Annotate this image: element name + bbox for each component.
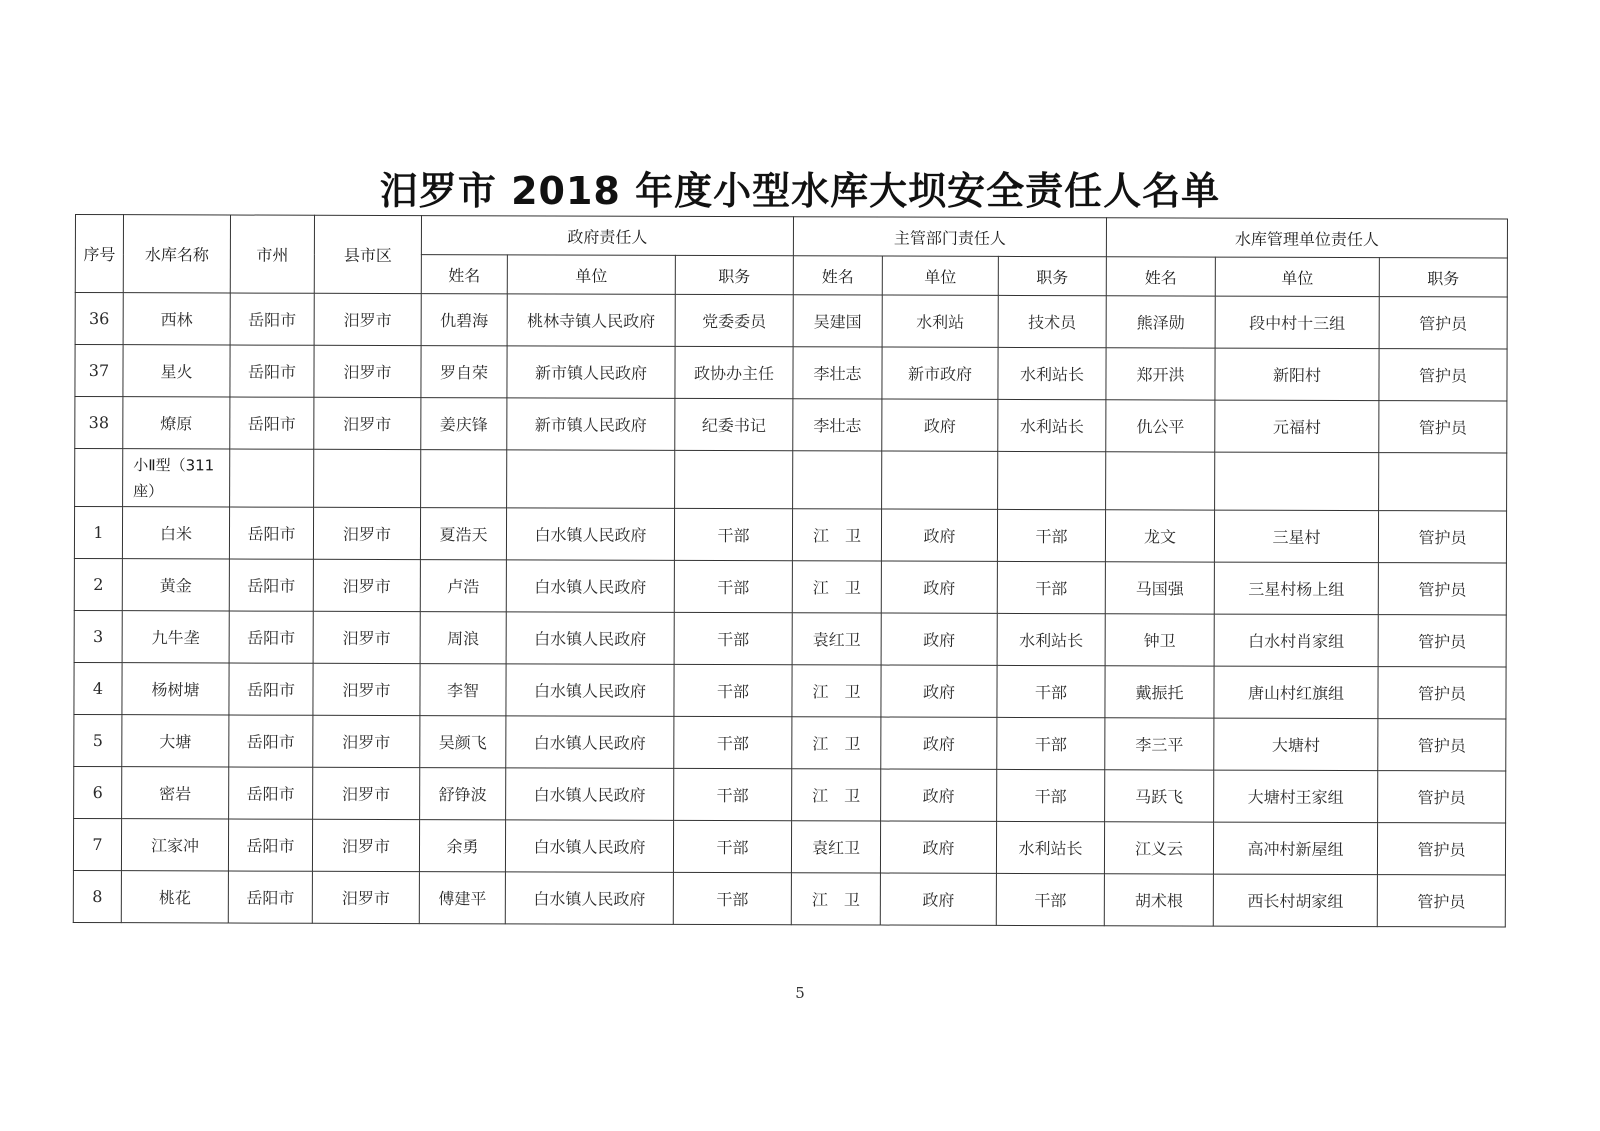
cell-gov-position: 干部 — [674, 508, 792, 560]
cell-gov-unit: 新市镇人民政府 — [507, 346, 675, 399]
cell-county: 汨罗市 — [314, 293, 421, 345]
cell-gov-position: 干部 — [674, 560, 792, 612]
group-empty-cell — [882, 451, 998, 509]
cell-mgmt-position: 管护员 — [1378, 667, 1506, 719]
cell-dept-unit: 政府 — [881, 665, 997, 717]
header-reservoir: 水库名称 — [123, 215, 230, 293]
cell-seq: 3 — [74, 610, 122, 662]
group-empty-cell — [75, 449, 123, 507]
table-row — [74, 766, 1506, 822]
cell-dept-unit: 政府 — [880, 873, 996, 925]
table-row — [75, 293, 1507, 349]
header-mgmt-position: 职务 — [1379, 258, 1507, 297]
cell-dept-unit: 政府 — [881, 561, 997, 613]
cell-city: 岳阳市 — [228, 871, 312, 923]
cell-dept-name: 江 卫 — [792, 717, 881, 769]
group-empty-cell — [675, 450, 793, 508]
cell-mgmt-unit: 三星村 — [1214, 510, 1378, 563]
cell-county: 汨罗市 — [313, 507, 420, 559]
cell-gov-name: 仇碧海 — [421, 294, 507, 346]
cell-dept-position: 干部 — [996, 873, 1104, 925]
group-empty-cell — [230, 449, 314, 507]
cell-dept-position: 干部 — [997, 561, 1105, 613]
cell-gov-position: 干部 — [673, 872, 791, 924]
cell-county: 汨罗市 — [312, 819, 419, 871]
cell-dept-name: 江 卫 — [792, 509, 881, 561]
cell-dept-unit: 政府 — [882, 399, 998, 451]
cell-dept-position: 干部 — [997, 717, 1105, 769]
cell-reservoir: 九牛垄 — [122, 611, 229, 663]
cell-gov-name: 舒铮波 — [420, 768, 506, 820]
cell-dept-unit: 新市政府 — [882, 347, 998, 399]
table-row — [74, 610, 1506, 666]
cell-mgmt-unit: 段中村十三组 — [1215, 296, 1379, 349]
cell-mgmt-unit: 新阳村 — [1215, 348, 1379, 401]
cell-dept-name: 江 卫 — [792, 561, 881, 613]
cell-dept-unit: 政府 — [881, 613, 997, 665]
header-city: 市州 — [230, 215, 314, 293]
cell-seq: 38 — [75, 397, 123, 449]
cell-seq: 2 — [74, 558, 122, 610]
header-mgmt-group: 水库管理单位责任人 — [1106, 218, 1507, 258]
cell-dept-name: 袁红卫 — [791, 821, 880, 873]
cell-gov-name: 姜庆锋 — [421, 398, 507, 450]
cell-city: 岳阳市 — [229, 559, 313, 611]
table-row — [75, 345, 1507, 401]
cell-county: 汨罗市 — [313, 767, 420, 819]
cell-city: 岳阳市 — [229, 767, 313, 819]
cell-dept-name: 江 卫 — [792, 769, 881, 821]
header-mgmt-name: 姓名 — [1106, 257, 1215, 296]
cell-dept-name: 袁红卫 — [792, 613, 881, 665]
cell-gov-name: 余勇 — [419, 820, 505, 872]
cell-mgmt-name: 龙文 — [1105, 510, 1214, 562]
cell-dept-name: 吴建国 — [793, 295, 882, 347]
header-dept-position: 职务 — [998, 256, 1106, 295]
cell-dept-position: 干部 — [997, 769, 1105, 821]
cell-city: 岳阳市 — [228, 819, 312, 871]
cell-reservoir: 密岩 — [122, 767, 229, 819]
cell-dept-position: 水利站长 — [998, 347, 1106, 399]
header-row-primary — [75, 215, 1507, 258]
cell-gov-unit: 新市镇人民政府 — [507, 398, 675, 451]
cell-dept-name: 江 卫 — [791, 873, 880, 925]
table-body-top — [75, 293, 1508, 453]
cell-county: 汨罗市 — [313, 611, 420, 663]
cell-gov-name: 夏浩天 — [420, 508, 506, 560]
group-label: 小Ⅱ型（311座） — [123, 449, 230, 507]
cell-city: 岳阳市 — [230, 293, 314, 345]
cell-city: 岳阳市 — [230, 345, 314, 397]
cell-mgmt-unit: 西长村胡家组 — [1213, 874, 1377, 927]
cell-city: 岳阳市 — [230, 397, 314, 449]
cell-county: 汨罗市 — [313, 663, 420, 715]
group-empty-cell — [998, 451, 1106, 509]
cell-reservoir: 燎原 — [123, 397, 230, 449]
cell-seq: 36 — [75, 293, 123, 345]
cell-mgmt-name: 马跃飞 — [1105, 770, 1214, 822]
table-row — [73, 870, 1505, 926]
group-empty-cell — [1379, 453, 1507, 511]
group-empty-cell — [421, 450, 507, 508]
cell-reservoir: 江家冲 — [121, 819, 228, 871]
page-title: 汨罗市 2018 年度小型水库大坝安全责任人名单 — [379, 169, 1221, 213]
cell-mgmt-position: 管护员 — [1379, 349, 1507, 401]
header-mgmt-unit: 单位 — [1215, 257, 1379, 297]
cell-county: 汨罗市 — [314, 397, 421, 449]
cell-reservoir: 西林 — [123, 293, 230, 345]
header-gov-unit: 单位 — [507, 255, 675, 295]
cell-dept-name: 李壮志 — [793, 347, 882, 399]
cell-mgmt-position: 管护员 — [1378, 719, 1506, 771]
cell-seq: 37 — [75, 345, 123, 397]
table-row — [74, 662, 1506, 718]
cell-mgmt-unit: 高冲村新屋组 — [1213, 822, 1377, 875]
cell-mgmt-name: 江义云 — [1104, 822, 1213, 874]
cell-gov-position: 干部 — [674, 664, 792, 716]
cell-dept-unit: 政府 — [881, 509, 997, 561]
cell-county: 汨罗市 — [314, 345, 421, 397]
cell-gov-name: 周浪 — [420, 612, 506, 664]
cell-dept-unit: 政府 — [881, 717, 997, 769]
cell-mgmt-unit: 元福村 — [1215, 400, 1379, 453]
cell-gov-unit: 白水镇人民政府 — [506, 716, 674, 769]
header-gov-position: 职务 — [675, 255, 793, 294]
header-seq: 序号 — [75, 215, 123, 293]
cell-mgmt-position: 管护员 — [1377, 875, 1505, 927]
cell-seq: 8 — [73, 870, 121, 922]
cell-mgmt-position: 管护员 — [1377, 823, 1505, 875]
cell-seq: 6 — [74, 766, 122, 818]
cell-dept-unit: 水利站 — [882, 295, 998, 347]
cell-dept-position: 干部 — [997, 509, 1105, 561]
cell-reservoir: 白米 — [122, 507, 229, 559]
cell-seq: 1 — [74, 507, 122, 559]
cell-mgmt-position: 管护员 — [1378, 615, 1506, 667]
cell-city: 岳阳市 — [229, 715, 313, 767]
header-dept-name: 姓名 — [793, 256, 882, 295]
cell-mgmt-position: 管护员 — [1378, 511, 1506, 563]
table-row — [73, 818, 1505, 874]
cell-mgmt-unit: 三星村杨上组 — [1214, 562, 1378, 615]
responsibility-table — [73, 214, 1508, 927]
cell-mgmt-name: 戴振托 — [1105, 666, 1214, 718]
cell-gov-unit: 白水镇人民政府 — [505, 872, 673, 925]
cell-gov-unit: 白水镇人民政府 — [506, 664, 674, 717]
header-county: 县市区 — [314, 215, 421, 293]
cell-mgmt-name: 钟卫 — [1105, 614, 1214, 666]
cell-reservoir: 桃花 — [121, 871, 228, 923]
group-row — [75, 449, 1507, 511]
cell-seq: 4 — [74, 662, 122, 714]
cell-city: 岳阳市 — [229, 507, 313, 559]
header-gov-group: 政府责任人 — [421, 216, 793, 256]
cell-dept-unit: 政府 — [881, 769, 997, 821]
cell-county: 汨罗市 — [313, 559, 420, 611]
cell-mgmt-position: 管护员 — [1378, 563, 1506, 615]
header-gov-name: 姓名 — [421, 255, 507, 294]
cell-mgmt-unit: 大塘村王家组 — [1214, 770, 1378, 823]
group-empty-cell — [1106, 452, 1215, 510]
table-row — [74, 558, 1506, 614]
cell-mgmt-name: 胡术根 — [1104, 874, 1213, 926]
cell-dept-unit: 政府 — [880, 821, 996, 873]
cell-gov-position: 干部 — [674, 768, 792, 820]
cell-mgmt-position: 管护员 — [1379, 297, 1507, 349]
cell-dept-name: 李壮志 — [793, 399, 882, 451]
cell-dept-name: 江 卫 — [792, 665, 881, 717]
table-row — [75, 397, 1507, 453]
cell-seq: 7 — [73, 818, 121, 870]
cell-dept-position: 水利站长 — [996, 821, 1104, 873]
group-empty-cell — [507, 450, 675, 509]
table-row — [74, 714, 1506, 770]
cell-reservoir: 星火 — [123, 345, 230, 397]
cell-dept-position: 技术员 — [998, 295, 1106, 347]
cell-gov-name: 卢浩 — [420, 560, 506, 612]
cell-gov-position: 干部 — [674, 612, 792, 664]
cell-county: 汨罗市 — [313, 715, 420, 767]
cell-mgmt-unit: 白水村肖家组 — [1214, 614, 1378, 667]
cell-gov-name: 吴颜飞 — [420, 716, 506, 768]
cell-gov-position: 干部 — [674, 716, 792, 768]
cell-city: 岳阳市 — [229, 611, 313, 663]
cell-reservoir: 大塘 — [122, 715, 229, 767]
group-separator — [75, 449, 1507, 511]
cell-dept-position: 水利站长 — [997, 613, 1105, 665]
cell-gov-position: 纪委书记 — [675, 398, 793, 450]
cell-gov-unit: 白水镇人民政府 — [506, 612, 674, 665]
cell-dept-position: 干部 — [997, 665, 1105, 717]
header-dept-unit: 单位 — [882, 256, 998, 295]
cell-dept-position: 水利站长 — [998, 399, 1106, 451]
cell-gov-unit: 桃林寺镇人民政府 — [507, 294, 675, 347]
cell-reservoir: 黄金 — [122, 559, 229, 611]
cell-gov-unit: 白水镇人民政府 — [506, 768, 674, 821]
cell-city: 岳阳市 — [229, 663, 313, 715]
page-number: 5 — [795, 984, 805, 1002]
cell-mgmt-name: 郑开洪 — [1106, 348, 1215, 400]
cell-gov-position: 政协办主任 — [675, 346, 793, 398]
group-empty-cell — [314, 449, 421, 507]
cell-mgmt-position: 管护员 — [1379, 401, 1507, 453]
responsibility-table-wrapper — [73, 214, 1507, 927]
cell-gov-unit: 白水镇人民政府 — [506, 508, 674, 561]
cell-mgmt-unit: 唐山村红旗组 — [1214, 666, 1378, 719]
cell-mgmt-name: 熊泽勋 — [1106, 296, 1215, 348]
group-empty-cell — [793, 451, 882, 509]
cell-reservoir: 杨树塘 — [122, 663, 229, 715]
cell-gov-name: 李智 — [420, 664, 506, 716]
cell-mgmt-unit: 大塘村 — [1214, 718, 1378, 771]
cell-mgmt-name: 仇公平 — [1106, 400, 1215, 452]
cell-gov-position: 干部 — [673, 820, 791, 872]
cell-gov-name: 罗自荣 — [421, 346, 507, 398]
group-empty-cell — [1215, 452, 1379, 511]
cell-seq: 5 — [74, 714, 122, 766]
header-dept-group: 主管部门责任人 — [793, 217, 1106, 257]
cell-gov-name: 傅建平 — [419, 872, 505, 924]
cell-county: 汨罗市 — [312, 871, 419, 923]
cell-mgmt-name: 马国强 — [1105, 562, 1214, 614]
cell-gov-position: 党委委员 — [675, 294, 793, 346]
table-body-bottom — [73, 507, 1506, 927]
table-row — [74, 507, 1506, 563]
cell-gov-unit: 白水镇人民政府 — [506, 560, 674, 613]
cell-mgmt-name: 李三平 — [1105, 718, 1214, 770]
cell-mgmt-position: 管护员 — [1378, 771, 1506, 823]
cell-gov-unit: 白水镇人民政府 — [505, 820, 673, 873]
